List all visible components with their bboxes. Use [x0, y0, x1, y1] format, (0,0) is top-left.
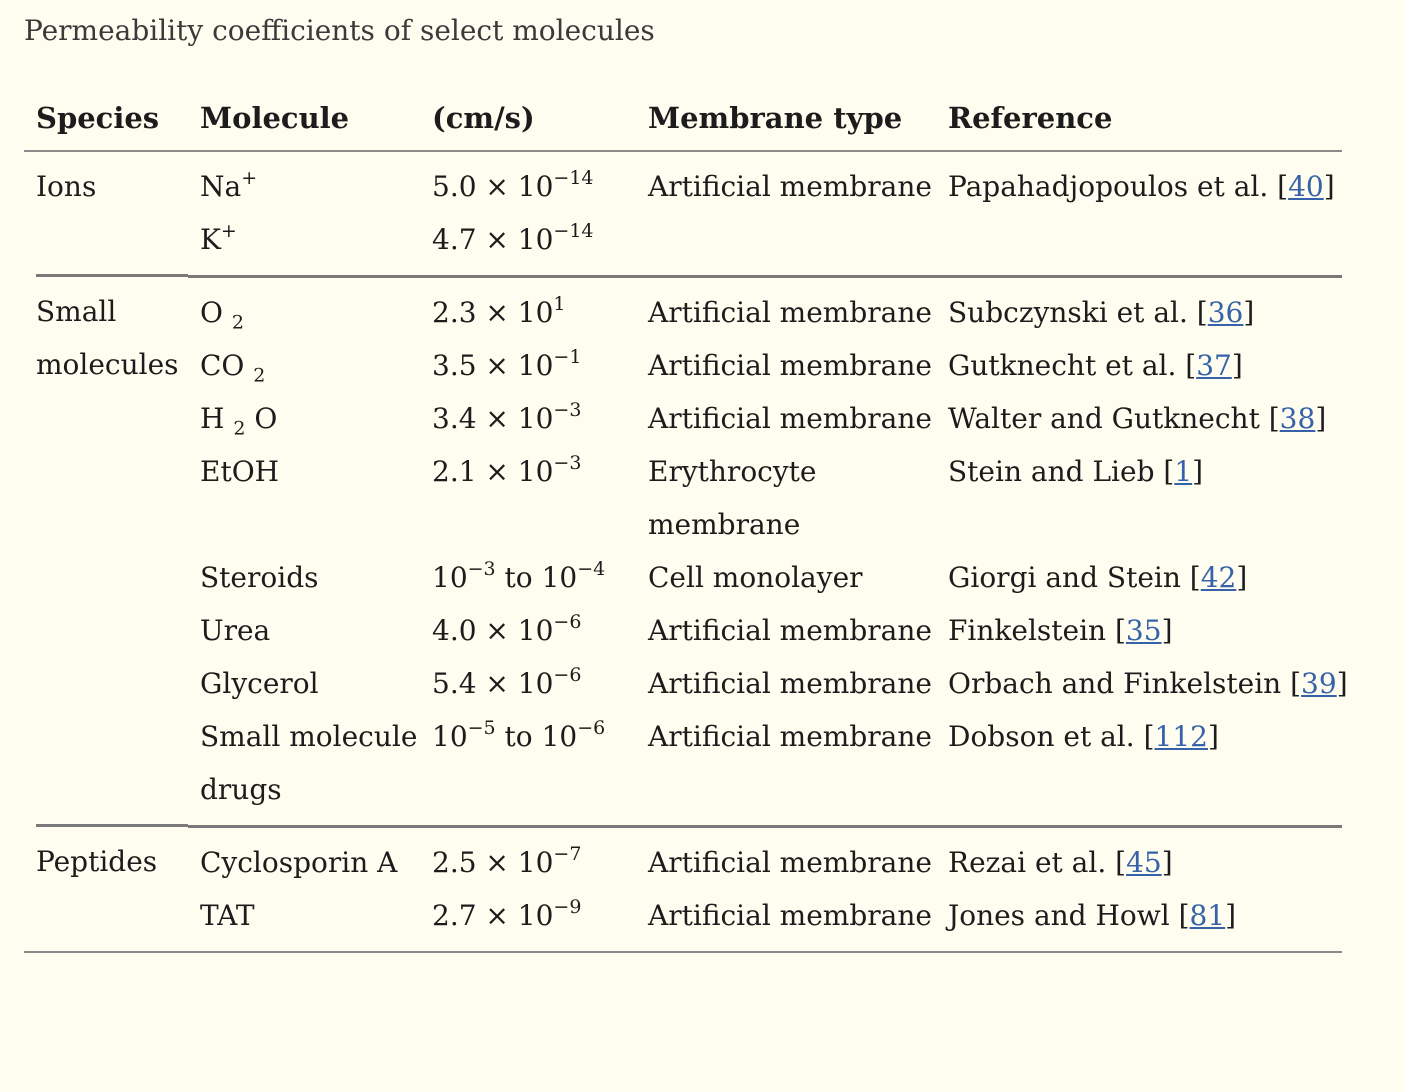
- table-row: [24, 551, 1342, 604]
- reference-bracket: ]: [1243, 296, 1255, 329]
- molecule-name: CO: [200, 349, 254, 382]
- coefficient-exponent: −5: [467, 716, 496, 739]
- species-cell: [24, 151, 188, 277]
- reference-link[interactable]: 39: [1301, 667, 1337, 700]
- molecule-name: Na: [200, 170, 242, 203]
- reference-cell: [936, 551, 1342, 604]
- reference-text: Stein and Lieb [: [948, 455, 1175, 488]
- reference-link[interactable]: 1: [1174, 455, 1193, 488]
- coefficient-exponent: −7: [553, 842, 582, 865]
- reference-text: Rezai et al. [: [948, 846, 1127, 879]
- molecule-cell: [188, 151, 420, 213]
- species-label: Ions: [36, 170, 97, 203]
- coefficient-exponent: −6: [577, 716, 606, 739]
- reference-text: Jones and Howl [: [948, 899, 1190, 932]
- coefficient-base: 10: [432, 720, 468, 753]
- coefficient-mantissa: 3.4 × 10: [432, 402, 554, 435]
- header-molecule: Molecule: [188, 90, 420, 151]
- reference-cell: [936, 827, 1342, 890]
- coefficient-mantissa: 2.3 × 10: [432, 296, 554, 329]
- coefficient-range-mid: to 10: [495, 561, 578, 594]
- coefficient-exponent: 1: [553, 292, 566, 315]
- molecule-charge: +: [241, 166, 258, 189]
- coefficient-mantissa: 4.0 × 10: [432, 614, 554, 647]
- membrane-type-cell: [636, 213, 936, 277]
- membrane-type-cell: Artificial membrane: [648, 170, 932, 203]
- coefficient-base: 10: [432, 561, 468, 594]
- table-row: [24, 710, 1342, 827]
- molecule-name: K: [200, 223, 221, 256]
- molecule-cell: [188, 445, 420, 551]
- molecule-cell: [188, 657, 420, 710]
- molecule-charge: +: [220, 219, 237, 242]
- membrane-type-cell: Artificial membrane: [648, 402, 932, 435]
- reference-link[interactable]: 35: [1125, 614, 1162, 647]
- table-row: [24, 277, 1342, 340]
- reference-text: Orbach and Finkelstein [: [948, 667, 1302, 700]
- reference-cell: [936, 889, 1342, 951]
- header-membrane-type: Membrane type: [636, 90, 936, 151]
- reference-cell: [936, 392, 1342, 445]
- reference-bracket: ]: [1207, 720, 1219, 753]
- reference-cell: [936, 710, 1342, 827]
- coefficient-cell: [420, 604, 636, 657]
- molecule-name: Urea: [200, 614, 271, 647]
- reference-text: Dobson et al. [: [948, 720, 1155, 753]
- reference-text: Papahadjopoulos et al. [: [948, 170, 1289, 203]
- reference-bracket: ]: [1236, 561, 1248, 594]
- reference-text: Finkelstein [: [948, 614, 1126, 647]
- molecule-name: O: [200, 296, 232, 329]
- reference-text: Subczynski et al. [: [948, 296, 1208, 329]
- reference-bracket: ]: [1336, 667, 1348, 700]
- membrane-type-cell: Cell monolayer: [648, 561, 863, 594]
- coefficient-cell: [420, 151, 636, 213]
- reference-bracket: ]: [1161, 846, 1173, 879]
- coefficient-exponent: −4: [577, 557, 606, 580]
- coefficient-exponent: −3: [553, 398, 582, 421]
- coefficient-cell: [420, 392, 636, 445]
- reference-link[interactable]: 45: [1126, 846, 1162, 879]
- table-row: [24, 445, 1342, 551]
- reference-link[interactable]: 112: [1154, 720, 1208, 753]
- header-coefficient: (cm/s): [420, 90, 636, 151]
- reference-cell: [936, 277, 1342, 340]
- coefficient-exponent: −14: [553, 219, 594, 242]
- membrane-type-cell: Artificial membrane: [636, 827, 936, 890]
- coefficient-cell: [420, 657, 636, 710]
- molecule-cell: [188, 551, 420, 604]
- membrane-type-cell: Artificial membrane: [648, 614, 932, 647]
- table-bottom-rule: [24, 951, 1342, 953]
- table-row: [24, 392, 1342, 445]
- molecule-name: Glycerol: [200, 667, 319, 700]
- reference-link[interactable]: 40: [1288, 170, 1324, 203]
- membrane-type-cell: Artificial membrane: [636, 277, 936, 340]
- coefficient-cell: [420, 710, 636, 827]
- molecule-cell: [188, 277, 420, 340]
- molecule-cell: [188, 392, 420, 445]
- reference-cell: [936, 445, 1342, 551]
- permeability-table: [24, 90, 1348, 951]
- molecule-cell: [188, 213, 420, 277]
- coefficient-mantissa: 2.5 × 10: [432, 846, 554, 879]
- group-divider: [36, 824, 188, 827]
- reference-bracket: ]: [1225, 899, 1237, 932]
- table-row: [24, 339, 1342, 392]
- reference-text: Giorgi and Stein [: [948, 561, 1201, 594]
- coefficient-cell: [420, 339, 636, 392]
- species-label: Small molecules: [36, 294, 179, 381]
- reference-link[interactable]: 38: [1279, 402, 1316, 435]
- molecule-name: EtOH: [200, 455, 280, 488]
- table-body: [24, 151, 1348, 951]
- reference-bracket: ]: [1323, 170, 1335, 203]
- molecule-subscript: 2: [231, 311, 244, 334]
- coefficient-mantissa: 2.1 × 10: [432, 455, 554, 488]
- molecule-subscript: 2: [233, 417, 246, 440]
- molecule-suffix: O: [245, 402, 278, 435]
- table-row: [24, 657, 1342, 710]
- reference-link[interactable]: 42: [1200, 561, 1237, 594]
- coefficient-cell: [420, 445, 636, 551]
- molecule-cell: [188, 604, 420, 657]
- reference-link[interactable]: 37: [1196, 349, 1232, 382]
- species-cell: [24, 827, 188, 952]
- coefficient-exponent: −6: [553, 610, 582, 633]
- molecule-name: TAT: [200, 899, 255, 932]
- coefficient-cell: [420, 277, 636, 340]
- coefficient-cell: [420, 213, 636, 277]
- reference-cell: [936, 657, 1348, 710]
- header-reference: Reference: [936, 90, 1342, 151]
- molecule-name: Small molecule drugs: [200, 720, 418, 806]
- coefficient-mantissa: 2.7 × 10: [432, 899, 554, 932]
- reference-text: Gutknecht et al. [: [948, 349, 1197, 382]
- reference-cell: [936, 213, 1342, 277]
- membrane-type-cell: Erythrocyte membrane: [648, 455, 817, 541]
- reference-bracket: ]: [1192, 455, 1204, 488]
- reference-bracket: ]: [1315, 402, 1327, 435]
- coefficient-exponent: −3: [467, 557, 496, 580]
- reference-cell: [936, 151, 1342, 213]
- coefficient-cell: [420, 827, 636, 890]
- reference-bracket: ]: [1161, 614, 1173, 647]
- table-caption: Permeability coefficients of select molecules: [24, 14, 655, 47]
- group-divider: [36, 274, 188, 277]
- coefficient-cell: [420, 551, 636, 604]
- molecule-name: H: [200, 402, 234, 435]
- reference-link[interactable]: 36: [1207, 296, 1244, 329]
- membrane-type-cell: Artificial membrane: [648, 349, 932, 382]
- coefficient-cell: [420, 889, 636, 951]
- coefficient-range-mid: to 10: [495, 720, 578, 753]
- reference-cell: [936, 339, 1342, 392]
- header-species: Species: [24, 90, 188, 151]
- coefficient-mantissa: 5.0 × 10: [432, 170, 554, 203]
- membrane-type-cell: Artificial membrane: [648, 667, 932, 700]
- table-row: [24, 213, 1342, 277]
- coefficient-exponent: −14: [553, 166, 594, 189]
- coefficient-mantissa: 5.4 × 10: [432, 667, 554, 700]
- molecule-name: Steroids: [200, 561, 319, 594]
- table-row: [24, 151, 1342, 213]
- reference-link[interactable]: 81: [1189, 899, 1226, 932]
- table-row: [24, 889, 1342, 951]
- reference-bracket: ]: [1231, 349, 1243, 382]
- molecule-subscript: 2: [253, 364, 266, 387]
- molecule-cell: [188, 889, 420, 951]
- coefficient-exponent: −9: [553, 895, 582, 918]
- molecule-cell: [188, 827, 420, 890]
- species-cell: [24, 277, 188, 827]
- table-row: [24, 827, 1342, 890]
- coefficient-exponent: −6: [553, 663, 582, 686]
- molecule-cell: [188, 710, 420, 827]
- coefficient-mantissa: 4.7 × 10: [432, 223, 554, 256]
- membrane-type-cell: Artificial membrane: [648, 720, 932, 753]
- table-header-row: [24, 90, 1342, 151]
- reference-cell: [936, 604, 1342, 657]
- membrane-type-cell: Artificial membrane: [648, 899, 932, 932]
- molecule-cell: [188, 339, 420, 392]
- reference-text: Walter and Gutknecht [: [948, 402, 1280, 435]
- coefficient-mantissa: 3.5 × 10: [432, 349, 554, 382]
- coefficient-exponent: −3: [553, 451, 582, 474]
- species-label: Peptides: [36, 844, 158, 878]
- table-row: [24, 604, 1342, 657]
- coefficient-exponent: −1: [553, 345, 582, 368]
- molecule-name: Cyclosporin A: [200, 846, 398, 879]
